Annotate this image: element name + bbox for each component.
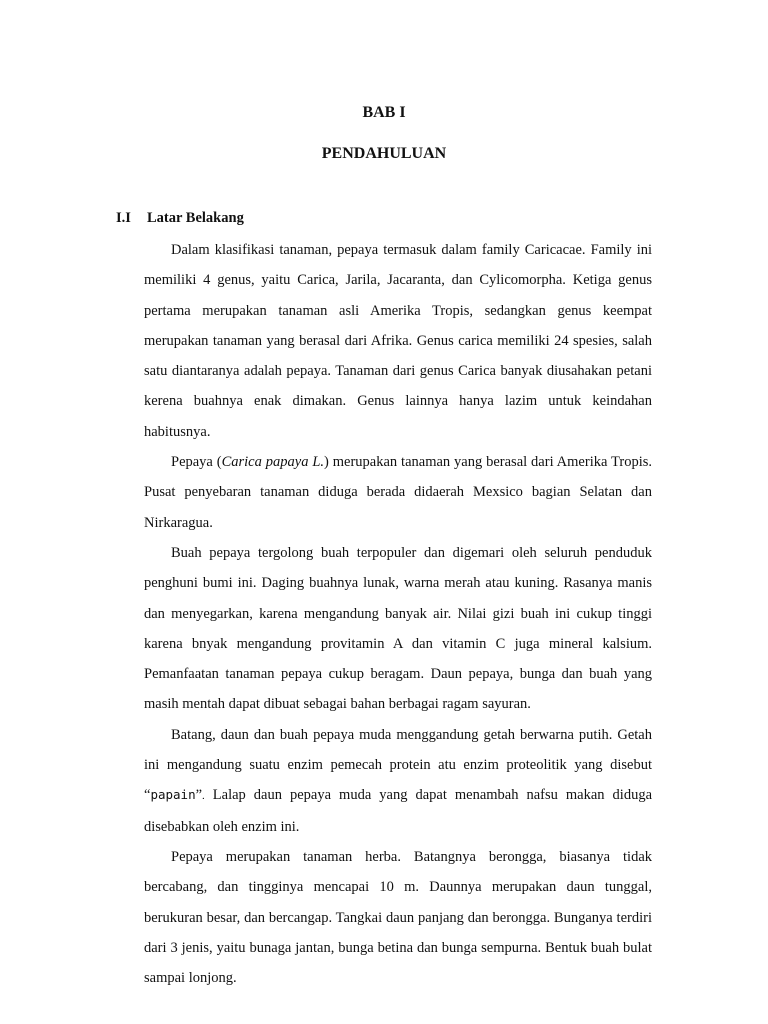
paragraph-3: Buah pepaya tergolong buah terpopuler dan digemari oleh seluruh penduduk penghuni bumi ini. Daging buahnya lunak, warna merah atau kuning. Rasanya manis dan menyegarkan, karena mengandung banyak air. Nilai gizi buah ini cukup tinggi karena bnyak mengandung provitamin A dan vitamin C juga mineral kalsium. Pemanfaatan tanaman pepaya cukup beragam. Daun pepaya, bunga dan buah yang masih mentah dapat dibuat sebagai bahan berbagai ragam sayuran. [144, 544, 652, 713]
paragraph-5: Pepaya merupakan tanaman herba. Batangnya berongga, biasanya tidak bercabang, dan tingginya mencapai 10 m. Daunnya merupakan daun tunggal, berukuran besar, dan bercangap. Tangkai daun panjang dan berongga. Bunganya terdiri dari 3 jenis, yaitu bunaga jantan, bunga betina dan bunga sempurna. Bentuk buah bulat sampai lonjong. [144, 848, 652, 987]
chapter-title: PENDAHULUAN [321, 145, 447, 162]
paragraph-1: Dalam klasifikasi tanaman, pepaya termasuk dalam family Caricacae. Family ini memiliki 4 genus, yaitu Carica, Jarila, Jacaranta, dan Cylicomorpha. Ketiga genus pertama merupakan tanaman asli Amerika Tropis, sedangkan genus keempat merupakan tanaman yang berasal dari Afrika. Genus carica memiliki 24 spesies, salah satu diantaranya adalah pepaya. Tanaman dari genus Carica banyak diusahakan petani kerena buahnya enak dimakan. Genus lainnya hanya lazim untuk keindahan habitusnya. [144, 242, 652, 440]
paragraph-4-before: Batang, daun dan buah pepaya muda menggandung getah berwarna putih. Getah ini mengandung suatu enzim pemecah protein atu enzim proteolitik yang disebut “ [144, 726, 652, 804]
section-title: Latar Belakang [147, 210, 244, 226]
chapter-number: BAB I [362, 104, 406, 121]
scientific-name: Carica papaya L. [221, 454, 325, 471]
body-text [144, 235, 652, 993]
paragraph-2-after: ) merupakan tanaman yang berasal dari Amerika Tropis. Pusat penyebaran tanaman diduga berada didaerah Mexsico bagian Selatan dan Nirkaragua. [144, 454, 653, 531]
section-heading [116, 210, 244, 227]
period: . [202, 790, 205, 803]
section-number: I.I [116, 210, 131, 226]
quote-close: ” [195, 787, 203, 804]
paragraph-2 [144, 447, 652, 538]
enzyme-term: papain [150, 787, 196, 803]
paragraph-4-after: Lalap daun pepaya muda yang dapat menambah nafsu makan diduga disebabkan oleh enzim ini. [144, 787, 652, 835]
paragraph-4 [144, 720, 652, 842]
paragraph-2-before: Pepaya ( [171, 454, 222, 471]
